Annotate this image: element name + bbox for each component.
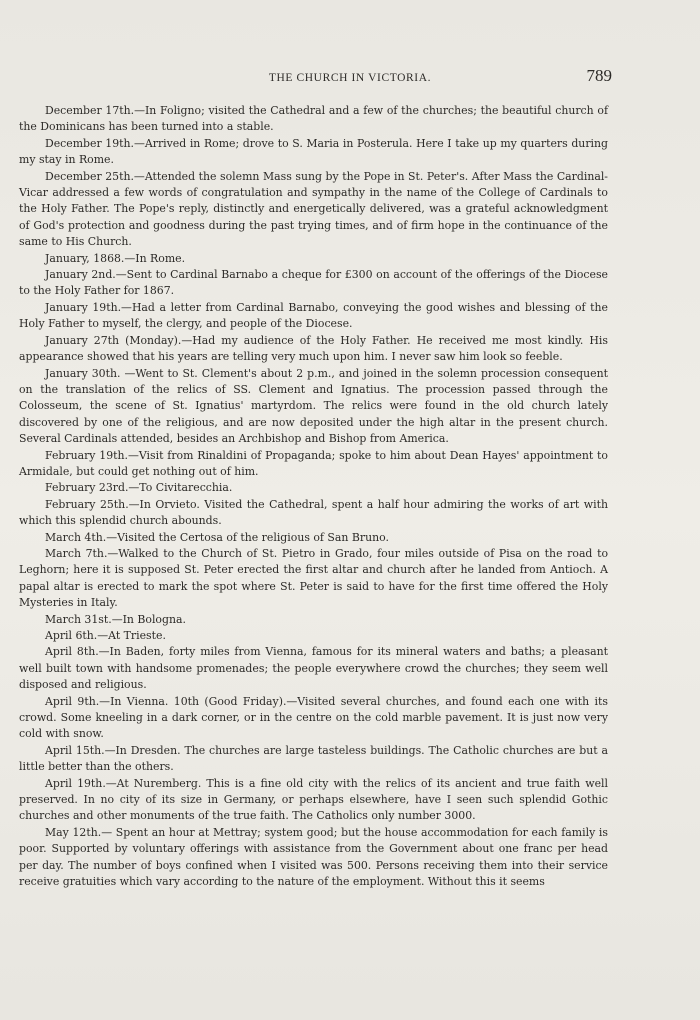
- paragraph: April 19th.—At Nuremberg. This is a fine old city with the relics of its ancient and true faith well preserved. In no city of its size in Germany, or perhaps elsewhere, have I seen such splendid Gothic churches and other monuments of the true faith. The Catholics only number 3000.: [19, 776, 608, 823]
- paragraph: January 2nd.—Sent to Cardinal Barnabo a cheque for £300 on account of the offerings of the Diocese to the Holy Father for 1867.: [19, 268, 608, 298]
- page-number: 789: [586, 66, 612, 85]
- paragraph: December 19th.—Arrived in Rome; drove to S. Maria in Posterula. Here I take up my quarters during my stay in Rome.: [19, 136, 608, 167]
- paragraph: January, 1868.—In Rome.: [45, 251, 186, 265]
- paragraph: May 12th.— Spent an hour at Mettray; system good; but the house accommodation for each family is poor. Supported by voluntary offerings with assistance from the Government about one franc per head per day. The number of boys confined when I visited was 500. Persons receiving them into their service receive gratuities which vary according to the nature of the employment. Without this it seems: [19, 825, 608, 889]
- paragraph: February 19th.—Visit from Rinaldini of Propaganda; spoke to him about Dean Hayes' appointment to Armidale, but could get nothing out of him.: [19, 448, 608, 478]
- paragraph: January 27th (Monday).—Had my audience of the Holy Father. He received me most kindly. His appearance showed that his years are telling very much upon him. I never saw him look so feeble.: [19, 333, 608, 364]
- page-header: [0, 66, 700, 92]
- body-text: [19, 103, 608, 891]
- paragraph: March 31st.—In Bologna.: [45, 612, 186, 626]
- paragraph: January 19th.—Had a letter from Cardinal Barnabo, conveying the good wishes and blessing of the Holy Father to myself, the clergy, and people of the Diocese.: [19, 300, 608, 331]
- paragraph: March 7th.—Walked to the Church of St. Pietro in Grado, four miles outside of Pisa on the road to Leghorn; here it is supposed St. Peter erected the first altar and church after he landed from Antioch. A papal altar is erected to mark the spot where St. Peter is said to have for the first time offered the Holy Mysteries in Italy.: [19, 546, 608, 610]
- paragraph: April 15th.—In Dresden. The churches are large tasteless buildings. The Catholic churches are but a little better than the others.: [19, 743, 608, 774]
- running-title: THE CHURCH IN VICTORIA.: [268, 72, 432, 84]
- paragraph: February 25th.—In Orvieto. Visited the Cathedral, spent a half hour admiring the works of art with which this splendid church abounds.: [19, 497, 608, 528]
- paragraph: April 6th.—At Trieste.: [45, 629, 166, 642]
- paragraph: December 25th.—Attended the solemn Mass sung by the Pope in St. Peter's. After Mass the Cardinal-Vicar addressed a few words of congratulation and sympathy in the name of the College of Cardinals to the Holy Father. The Pope's reply, distinctly and energetically delivered, was a grateful acknowledgment of God's protection and goodness during the past trying times, and of firm hope in the continuance of the same to His Church.: [19, 169, 608, 249]
- paragraph: March 4th.—Visited the Certosa of the religious of San Bruno.: [45, 530, 389, 544]
- paragraph: April 8th.—In Baden, forty miles from Vienna, famous for its mineral waters and baths; a pleasant well built town with handsome promenades; the people everywhere crowd the churches; they seem well disposed and religious.: [19, 645, 608, 692]
- paragraph: December 17th.—In Foligno; visited the Cathedral and a few of the churches; the beautiful church of the Dominicans has been turned into a stable.: [19, 104, 608, 134]
- paragraph: April 9th.—In Vienna. 10th (Good Friday).—Visited several churches, and found each one with its crowd. Some kneeling in a dark corner, or in the centre on the cold marble pavement. It is just now very cold with snow.: [19, 694, 608, 741]
- paragraph: January 30th. —Went to St. Clement's about 2 p.m., and joined in the solemn procession consequent on the translation of the relics of SS. Clement and Ignatius. The procession passed through the Colosseum, the scene of St. Ignatius' martyrdom. The relics were found in the old church lately discovered by one of the religious, and are now deposited under the high altar in the present church. Several Cardinals attended, besides an Archbishop and Bishop from America.: [19, 366, 608, 446]
- paragraph: February 23rd.—To Civitarecchia.: [45, 481, 233, 495]
